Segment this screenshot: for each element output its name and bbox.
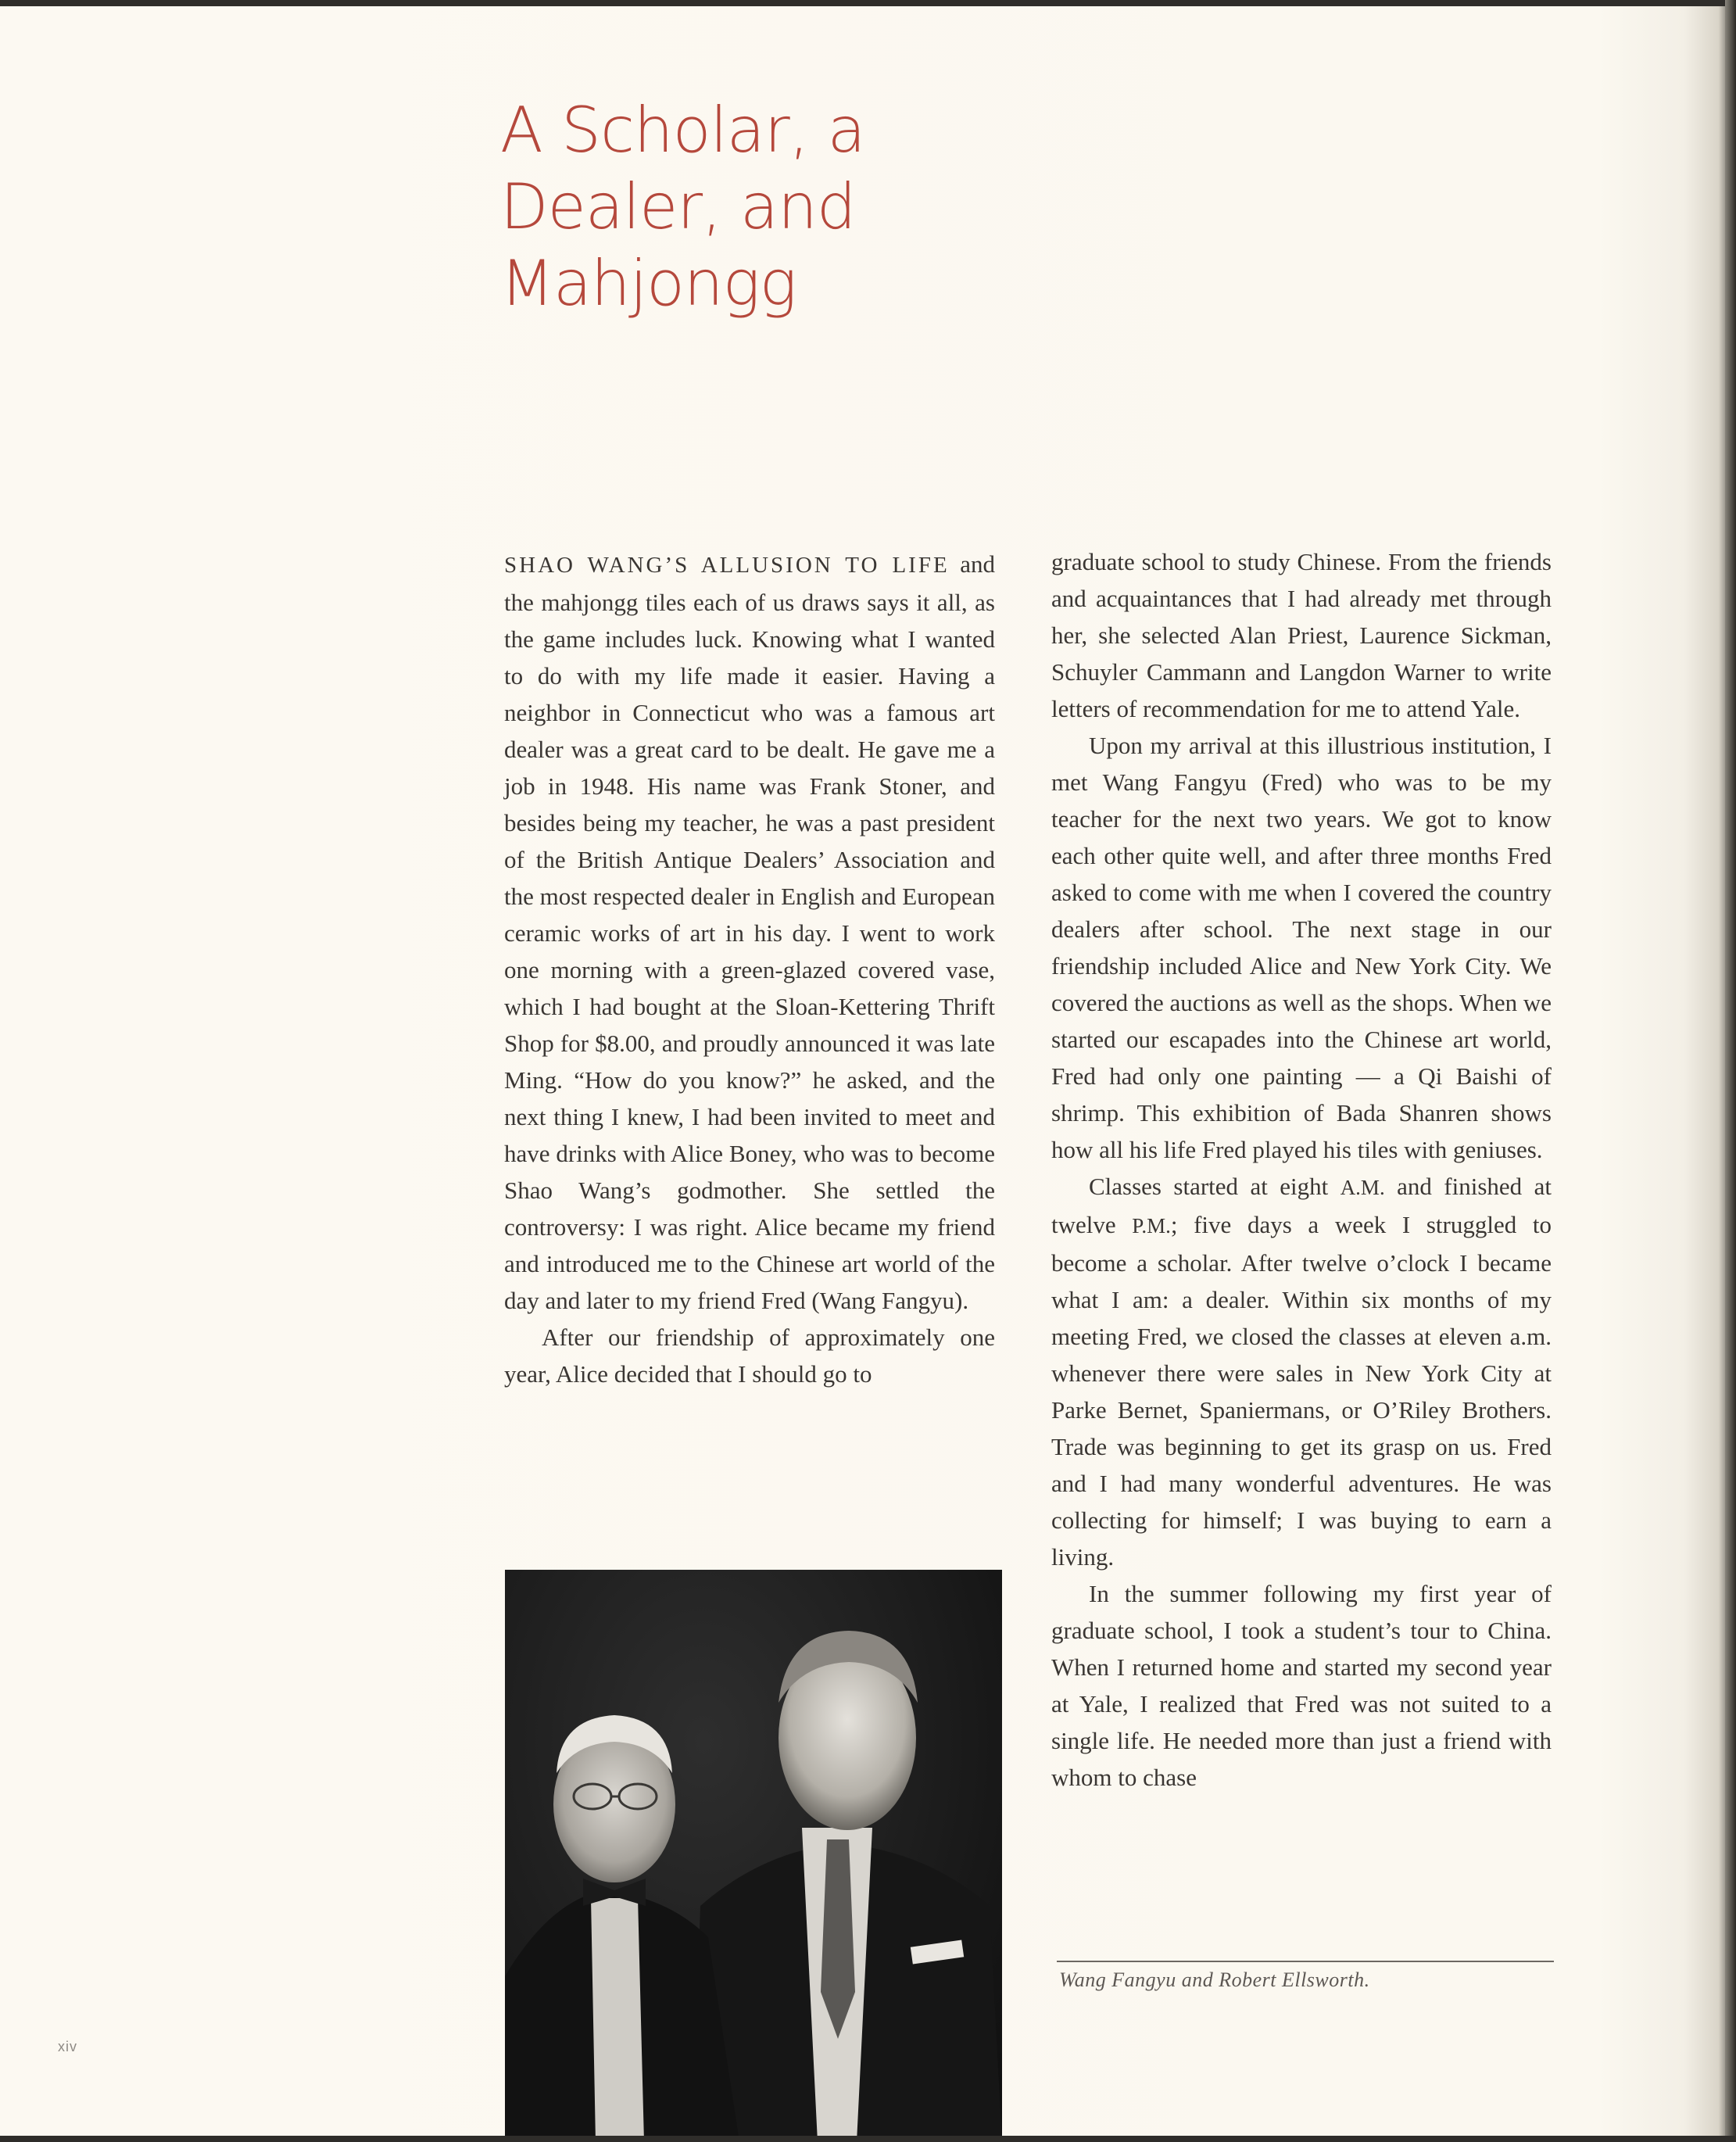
chapter-title bbox=[500, 92, 1047, 322]
caption-rule bbox=[1057, 1961, 1554, 1962]
paragraph: Upon my arrival at this illustrious institution, I met Wang Fangyu (Fred) who was to be my teacher for the next two years. We got to know each other quite well, and after three months Fred asked to come with me when I covered the country dealers after school. The next stage in our friendship included Alice and New York City. We covered the auctions as well as the shops. When we started our escapades into the Chinese art world, Fred had only one painting — a Qi Baishi of shrimp. This exhibition of Bada Shanren shows how all his life Fred played his tiles with geniuses. bbox=[1051, 732, 1552, 1163]
scan-top-edge bbox=[0, 0, 1736, 6]
photo-figures bbox=[505, 1570, 1002, 2142]
paragraph: After our friendship of approximately one year, Alice decided that I should go to bbox=[504, 1324, 995, 1388]
lead-in-smallcaps: SHAO WANG’S ALLUSION TO LIFE bbox=[504, 553, 950, 578]
paragraph-text: ; five days a week I struggled to become a scholar. After twelve o’clock I became what I am: a dealer. Within six months of my meeting Fred, we closed the classes at eleven a.m. whenever there were sales in New York City at Parke Bernet, Spaniermans, or O’Riley Brothers. Trade was beginning to get its grasp on us. Fred and I had many wonderful adventures. He was collecting for himself; I was buying to earn a living. bbox=[1051, 1211, 1552, 1571]
page-number: xiv bbox=[58, 2039, 77, 2054]
paragraph: In the summer following my first year of graduate school, I took a student’s tour to China. When I returned home and started my second year at Yale, I realized that Fred was not suited to a single life. He needed more than just a friend with whom to chase bbox=[1051, 1580, 1552, 1791]
paragraph-text: and finished at twelve bbox=[1051, 1173, 1552, 1238]
scan-gutter-edge bbox=[1725, 0, 1736, 2142]
paragraph-text: Classes started at eight bbox=[1089, 1173, 1340, 1200]
photograph bbox=[505, 1570, 1002, 2142]
paragraph bbox=[1051, 1168, 1552, 1575]
photo-caption: Wang Fangyu and Robert Ellsworth. bbox=[1059, 1968, 1370, 1991]
paragraph-text: and the mahjongg tiles each of us draws says it all, as the game includes luck. Knowing what I wanted to do with my life made it easier. Having a neighbor in Connecticut who was a famous art dealer was a great card to be dealt. He gave me a job in 1948. His name was Frank Stoner, and besides being my teacher, he was a past president of the British Antique Dealers’ Association and the most respected dealer in English and European ceramic works of art in his day. I went to work one morning with a green-glazed covered vase, which I had bought at the Sloan-Kettering Thrift Shop for $8.00, and proudly announced it was late Ming. “How do you know?” he asked, and the next thing I knew, I had been invited to meet and have drinks with Alice Boney, who was to become Shao Wang’s godmother. She settled the controversy: I was right. Alice became my friend and introduced me to the Chinese art world of the day and later to my friend Fred (Wang Fangyu). bbox=[504, 550, 995, 1314]
right-text-column bbox=[1051, 543, 1552, 1796]
title-line-1: A Scholar, a bbox=[500, 94, 865, 167]
paragraph bbox=[504, 546, 995, 1319]
title-line-3: Mahjongg bbox=[500, 247, 796, 320]
pm-smallcaps: P.M. bbox=[1132, 1214, 1171, 1238]
scan-bottom-edge bbox=[0, 2136, 1736, 2142]
paragraph: graduate school to study Chinese. From the friends and acquaintances that I had already met through her, she selected Alan Priest, Laurence Sickman, Schuyler Cammann and Langdon Warner to write letters of recommendation for me to attend Yale. bbox=[1051, 548, 1552, 722]
title-line-2: Dealer, and bbox=[500, 170, 856, 243]
am-smallcaps: A.M. bbox=[1340, 1176, 1385, 1199]
left-text-column bbox=[504, 546, 995, 1392]
